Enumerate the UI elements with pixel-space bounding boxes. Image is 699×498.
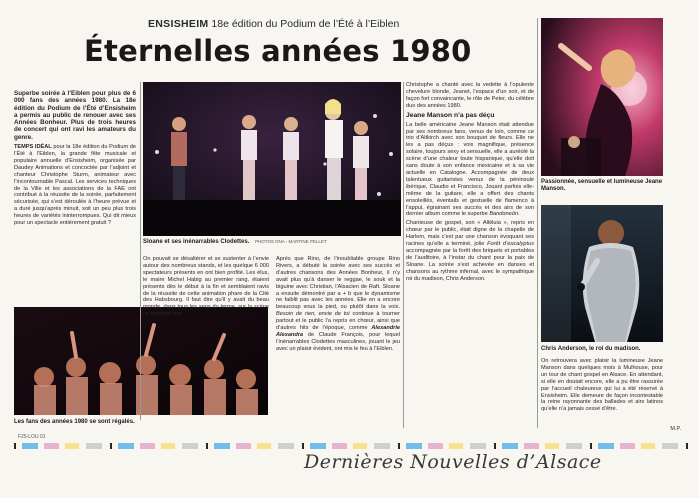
column-divider-2 xyxy=(403,82,404,428)
clodettes-image xyxy=(143,82,401,236)
column-jeane-manson xyxy=(406,82,534,427)
caption-clodettes xyxy=(143,239,327,245)
paragraph-gospel xyxy=(406,220,534,282)
paragraph-gospel-text-2: accompagnée par la forêt des briquets et portables de l’auditoire, à l’instar du chant pour la paix de Sloane. La soirée s’est achevée en danses et chansons au rythme infernal, avec le sympathique roi du madison, Chris Anderson. xyxy=(406,247,534,282)
paragraph-closing: On retrouvera avec plaisir la lumineuse Jeane Manson dans quelques mois à Mulhouse, pour un tour de chant gospel en Alsace. En attendant, si elle en doutait encore, elle a pu être rassurée par l’accueil chaleureux qui lui a été réservé à Ensisheim. Elle demeure de façon incontestable la reine rayonnante des ballades et airs latinos qu’elle n’a jamais cessé d’être. xyxy=(541,358,663,413)
color-registration-bar xyxy=(14,443,694,449)
author-signature: M.P. xyxy=(670,426,681,432)
song-title-foret: Forêt d’eucalyptus xyxy=(487,241,534,248)
paragraph-gospel-text: Chanteuse de gospel, son « Alléluia », repris en chœur par le public, était digne de la chapelle de Harlem, mais c’est par une chanson évoquant ses racines qu’elle a terminé, jolie xyxy=(406,220,534,248)
paragraph-performances-text: Après que Rino, de l’inoubliable groupe Rino Rivers, a débuté la soirée avec ses succès et d’autres chansons des Années Bonheur, il n’y avait plus qu’à danser le reggae, le souk et la biguine avec Christian, l’Alsacien de Raft. Sloane a ensuite démontré par a + b que le dynamisme ne faiblit pas avec les années. Elle en a encore beaucoup sous la pied, ou plutôt dans la voix. xyxy=(276,256,400,311)
fans-image xyxy=(14,307,268,415)
song-title-alexandrie: Alexandrie Alexandra xyxy=(276,325,400,338)
column-middle-left xyxy=(143,256,269,318)
caption-jeane-manson: Passionnée, sensuelle et lumineuse Jeane Manson. xyxy=(541,179,663,192)
town-label: ENSISHEIM xyxy=(148,18,209,30)
article-headline: Éternelles années 1980 xyxy=(84,34,472,68)
column-closing xyxy=(541,358,663,428)
column-divider-3 xyxy=(537,18,538,428)
paragraph-jeane-manson-text: La belle américaine Jeane Manson était attendue par ses nombreux fans, venus de loin, comme ce trio d’Altkirch avec son bouquet de fleurs. Elle ne les a pas déçus : voix magnifique, présence solaire, toujours sexy et sensuelle, elle a auréolé la scène d’une chaleur toute hispanique, qu’elle doit sans doute à son enfance mexicaine et à sa vie actuelle en Catalogne. Accompagnée de deux talentueux guitaristes venus de la péninsule ibérique, Claudio et Francisco, Jouant parfois elle-même de la guitare, elle a offert des chants ensoleillés, éventails et gestuelle de flamenco à l’appui, égrainant ses succès et des airs de son dernier album comme le superbe xyxy=(406,121,534,218)
paragraph-jeane-manson xyxy=(406,122,534,219)
album-title: Bandoneón. xyxy=(489,211,520,218)
paragraph-christophe: Christophe a chanté avec la vedette à l’opulente chevelure blonde, Jeanet, l’espace d’un soir, et de façon fort convaincante, le rôle de Peter, du célèbre duo des années 1980. xyxy=(406,82,534,109)
paragraph-intro-text: pour la 18e édition du Podium de l’Été à l’Eiblen, la grande fête musicale et populaire annuelle d’Ensisheim, organisée par Daudey Animations et concoctée par l’adjoint et chanteur Christophe Sturm, animateur avec l’incontournable Pascal. Les services techniques de la Ville et les associations de la FAE ont contribué à la réussite de la soirée, parfaitement sécurisée, qui s’est déroulée à l’heure prévue et a duré jusqu’après minuit, soit un peu plus trois heures de variétés ininterrompues. Qui dit mieux pour un spectacle entièrement gratuit ? xyxy=(14,144,137,227)
section-subheading: Jeane Manson n’a pas déçu xyxy=(406,111,495,119)
newspaper-masthead: Dernières Nouvelles d’Alsace xyxy=(304,451,602,473)
article-kicker xyxy=(148,18,399,30)
edition-subtitle: 18e édition du Podium de l’Été à l’Eiblen xyxy=(211,18,400,30)
paragraph-performances-text-2: continue à tourner partout et le public l’a repris en chœur, ainsi que d’autres hits de l’époque, comme xyxy=(276,311,400,332)
paragraph-intro xyxy=(14,144,136,227)
chris-anderson-image xyxy=(541,205,663,342)
column-performances xyxy=(276,256,400,428)
page-reference: F25-LOU 01 xyxy=(18,434,46,440)
article-lead: Superbe soirée à l’Eiblen pour plus de 6 000 fans des années 1980. La 18e édition du Podium de l’Été d’Ensisheim a permis au public de renouer avec ses Années Bonheur. Plus de trois heures de concert qui ont ravi les amateurs du genre. xyxy=(14,90,136,141)
column-intro xyxy=(14,90,136,300)
song-title-besoin: Besoin de rien, envie de toi xyxy=(276,311,350,318)
paragraph-performances xyxy=(276,256,400,353)
caption-chris-anderson: Chris Anderson, le roi du madison. xyxy=(541,346,641,352)
photo-chris-anderson xyxy=(541,205,663,342)
paragraph-intro-label: TEMPS IDÉAL xyxy=(14,144,52,151)
photo-clodettes xyxy=(143,82,401,236)
caption-fans: Les fans des années 1980 se sont régalés. xyxy=(14,419,135,425)
paragraph-stands: On pouvait se désaltérer et se sustenter à l’envie autour des nombreux stands, et les quelque 6 000 spectateurs présents en ont bien profité. Les élus, le maire Michel Habig au premier rang, étaient présents dès le début à la fin et semblaient ravis de la réussite de cette animation phare de la Cité des Habsbourg. Il faut dire qu’il y avait du beau monde, dans tous les sens du terme, sur la scène ce vendredi soir. xyxy=(143,256,269,318)
photo-credit: PHOTOS DNA - MARTINE PELLET xyxy=(255,239,327,244)
jeane-manson-image xyxy=(541,18,663,176)
paragraph-performances-text-3: de Claude François, pour lequel l’inénarrables Clodettes masculines, jouant le jeu avec un plaisir évident, ont mis le feu à l’Eiblen. xyxy=(276,331,400,352)
photo-jeane-manson xyxy=(541,18,663,176)
column-divider-1 xyxy=(140,82,141,420)
photo-fans xyxy=(14,307,268,415)
caption-clodettes-text: Sloane et ses inénarrables Clodettes. xyxy=(143,239,250,245)
